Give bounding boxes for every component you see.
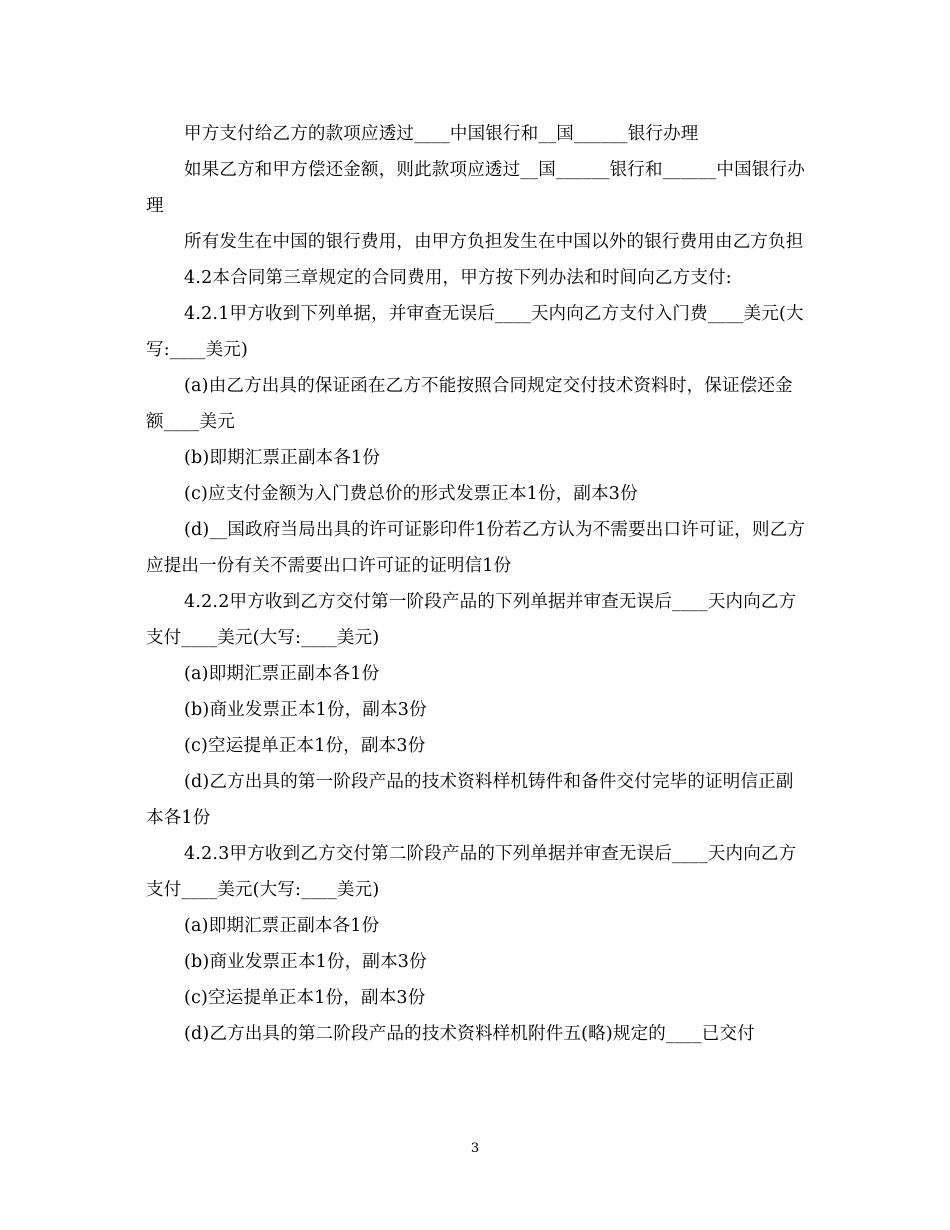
paragraph: 4.2本合同第三章规定的合同费用，甲方按下列办法和时间向乙方支付:	[184, 268, 732, 288]
page-number: 3	[470, 1141, 480, 1156]
paragraph: (c)空运提单正本1份，副本3份	[184, 988, 426, 1008]
paragraph: 所有发生在中国的银行费用，由甲方负担发生在中国以外的银行费用由乙方负担	[184, 232, 804, 252]
paragraph: (b)商业发票正本1份，副本3份	[184, 952, 427, 972]
document-body	[146, 116, 810, 1052]
paragraph: (b)商业发票正本1份，副本3份	[184, 700, 427, 720]
paragraph: (b)即期汇票正副本各1份	[184, 448, 381, 468]
paragraph: 4.2.3甲方收到乙方交付第二阶段产品的下列单据并审查无误后____天内向乙方支付____美元(大写:____美元)	[146, 844, 797, 900]
paragraph: (d)乙方出具的第一阶段产品的技术资料样机铸件和备件交付完毕的证明信正副本各1份	[146, 772, 794, 828]
paragraph: 4.2.1甲方收到下列单据，并审查无误后____天内向乙方支付入门费____美元(大写:____美元)	[146, 304, 804, 360]
paragraph: (d)乙方出具的第二阶段产品的技术资料样机附件五(略)规定的____已交付	[184, 1024, 755, 1044]
paragraph: (c)空运提单正本1份，副本3份	[184, 736, 426, 756]
paragraph: (c)应支付金额为入门费总价的形式发票正本1份，副本3份	[184, 484, 638, 504]
paragraph: (a)即期汇票正副本各1份	[184, 916, 380, 936]
paragraph: (d)__国政府当局出具的许可证影印件1份若乙方认为不需要出口许可证，则乙方应提出一份有关不需要出口许可证的证明信1份	[146, 520, 806, 576]
paragraph: (a)即期汇票正副本各1份	[184, 664, 380, 684]
paragraph: 如果乙方和甲方偿还金额，则此款项应透过__国______银行和______中国银行办理	[146, 160, 805, 216]
paragraph: 甲方支付给乙方的款项应透过____中国银行和__国______银行办理	[184, 124, 699, 144]
paragraph: 4.2.2甲方收到乙方交付第一阶段产品的下列单据并审查无误后____天内向乙方支付____美元(大写:____美元)	[146, 592, 797, 648]
paragraph: (a)由乙方出具的保证函在乙方不能按照合同规定交付技术资料时，保证偿还金额____美元	[146, 376, 793, 432]
